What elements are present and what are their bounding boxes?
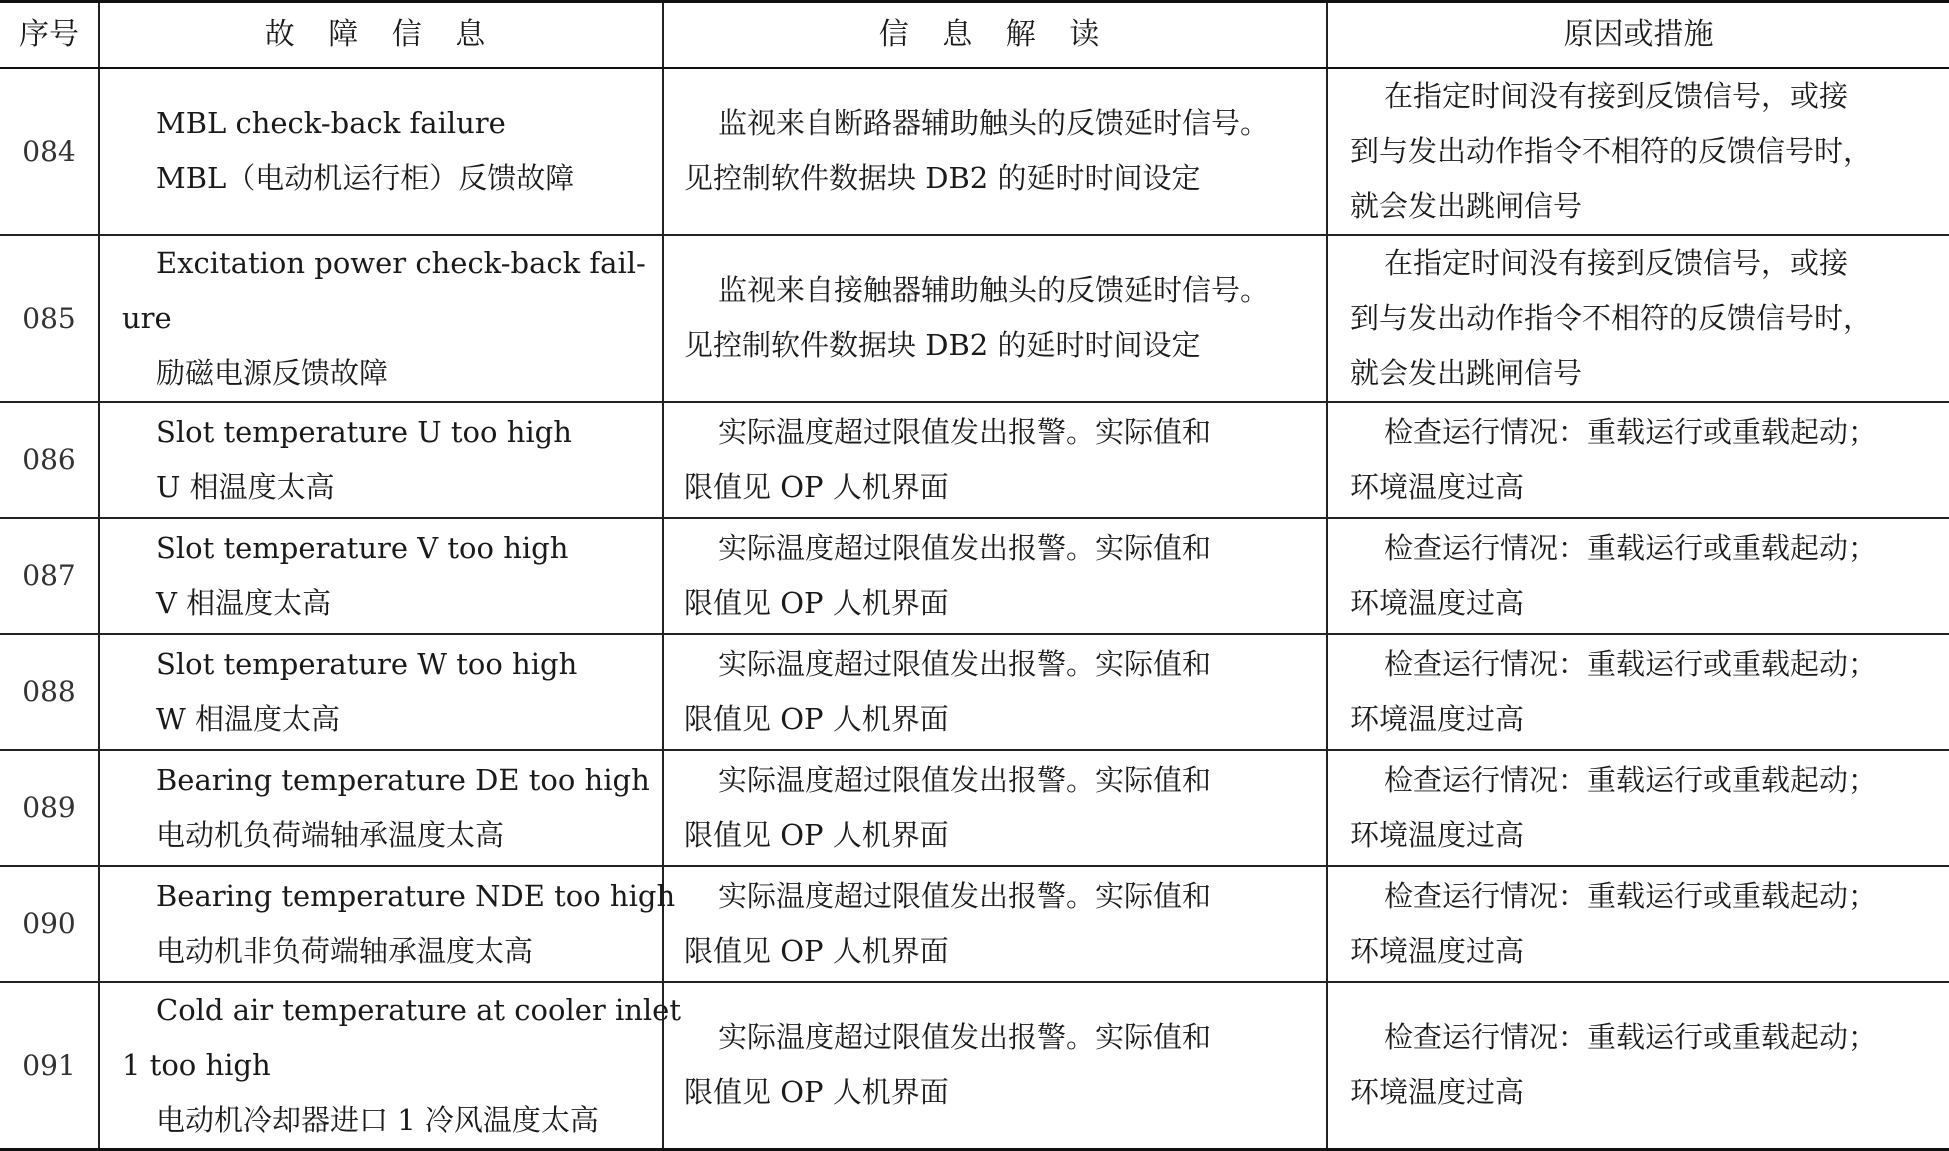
- action-line: 到与发出动作指令不相符的反馈信号时，: [1350, 300, 1873, 335]
- fault-info-cn: 电动机冷却器进口 1 冷风温度太高: [156, 1102, 599, 1137]
- interpretation-line: 限值见 OP 人机界面: [684, 701, 949, 736]
- interpretation-cell: [663, 866, 1327, 982]
- interpretation-cell: [663, 518, 1327, 634]
- fault-info-en: Slot temperature W too high: [156, 646, 578, 681]
- fault-info-en: Slot temperature V too high: [156, 530, 569, 565]
- fault-info-cn: W 相温度太高: [156, 701, 341, 736]
- interpretation-line: 监视来自接触器辅助触头的反馈延时信号。: [718, 273, 1270, 307]
- table-row: [0, 634, 1949, 750]
- row-number: 085: [0, 235, 99, 402]
- interpretation-line: 实际温度超过限值发出报警。实际值和: [718, 878, 1212, 913]
- fault-info-cell: [99, 866, 676, 982]
- interpretation-cell: [663, 750, 1327, 866]
- fault-info-cell: [99, 750, 663, 866]
- fault-info-cn: 电动机负荷端轴承温度太高: [156, 817, 505, 852]
- action-cell: [1327, 518, 1949, 634]
- action-cell: [1327, 982, 1949, 1150]
- table-row: [0, 518, 1949, 634]
- interpretation-cell: [663, 982, 1327, 1150]
- interpretation-line: 实际温度超过限值发出报警。实际值和: [718, 1020, 1212, 1054]
- fault-info-cn: MBL（电动机运行柜）反馈故障: [156, 161, 575, 195]
- action-cell: [1327, 866, 1949, 982]
- interpretation-cell: [663, 68, 1327, 235]
- interpretation-line: 实际温度超过限值发出报警。实际值和: [718, 646, 1212, 681]
- interpretation-cell: [663, 402, 1327, 518]
- action-line: 检查运行情况：重载运行或重载起动；: [1384, 414, 1878, 449]
- fault-info-cell: [99, 402, 663, 518]
- action-line: 在指定时间没有接到反馈信号，或接: [1384, 78, 1849, 113]
- action-line: 环境温度过高: [1350, 817, 1525, 852]
- table-header: [0, 2, 1949, 68]
- table-row: [0, 68, 1949, 235]
- interpretation-line: 实际温度超过限值发出报警。实际值和: [718, 530, 1212, 565]
- fault-info-cell: [99, 982, 682, 1150]
- fault-info-en: Bearing temperature NDE too high: [156, 878, 676, 913]
- action-line: 检查运行情况：重载运行或重载起动；: [1384, 762, 1878, 797]
- header-cause-action: 原因或措施: [1327, 2, 1949, 68]
- interpretation-line: 见控制软件数据块 DB2 的延时时间设定: [684, 328, 1201, 362]
- interpretation-cell: [663, 634, 1327, 750]
- fault-info-en: MBL check-back failure: [156, 106, 506, 140]
- fault-info-cn: U 相温度太高: [156, 469, 335, 504]
- interpretation-cell: [663, 235, 1327, 402]
- row-number: 086: [0, 402, 99, 518]
- action-line: 环境温度过高: [1350, 469, 1525, 504]
- action-line: 环境温度过高: [1350, 933, 1525, 968]
- table-row: [0, 982, 1949, 1150]
- action-line: 检查运行情况：重载运行或重载起动；: [1384, 646, 1878, 681]
- row-number: 087: [0, 518, 99, 634]
- table-row: [0, 866, 1949, 982]
- fault-info-cn: V 相温度太高: [156, 585, 332, 620]
- fault-info-cell: [99, 518, 663, 634]
- row-number: 091: [0, 982, 99, 1150]
- fault-info-en: 1 too high: [122, 1047, 271, 1082]
- fault-info-en: Slot temperature U too high: [156, 414, 572, 449]
- fault-info-en: Excitation power check-back fail-: [156, 245, 646, 280]
- interpretation-line: 实际温度超过限值发出报警。实际值和: [718, 762, 1212, 797]
- fault-info-cn: 电动机非负荷端轴承温度太高: [156, 933, 534, 968]
- table-body: [0, 68, 1949, 1150]
- fault-info-en: ure: [122, 300, 172, 335]
- action-line: 在指定时间没有接到反馈信号，或接: [1384, 245, 1849, 280]
- fault-info-cn: 励磁电源反馈故障: [156, 355, 389, 390]
- interpretation-line: 限值见 OP 人机界面: [684, 817, 949, 852]
- action-line: 检查运行情况：重载运行或重载起动；: [1384, 1020, 1878, 1054]
- row-number: 084: [0, 68, 99, 235]
- action-line: 检查运行情况：重载运行或重载起动；: [1384, 878, 1878, 913]
- action-line: 就会发出跳闸信号: [1350, 188, 1583, 223]
- fault-info-cell: [99, 634, 663, 750]
- action-cell: [1327, 750, 1949, 866]
- row-number: 088: [0, 634, 99, 750]
- table-row: [0, 235, 1949, 402]
- action-cell: [1327, 634, 1949, 750]
- action-line: 环境温度过高: [1350, 701, 1525, 736]
- interpretation-line: 实际温度超过限值发出报警。实际值和: [718, 414, 1212, 449]
- row-number: 089: [0, 750, 99, 866]
- header-no: 序号: [0, 2, 99, 68]
- action-cell: [1327, 68, 1949, 235]
- action-cell: [1327, 402, 1949, 518]
- header-fault-info: 故 障 信 息: [99, 2, 663, 68]
- table-row: [0, 750, 1949, 866]
- fault-info-en: Bearing temperature DE too high: [156, 762, 650, 797]
- fault-info-cell: [99, 68, 663, 235]
- fault-info-cell: [99, 235, 663, 402]
- interpretation-line: 限值见 OP 人机界面: [684, 469, 949, 504]
- interpretation-line: 见控制软件数据块 DB2 的延时时间设定: [684, 161, 1201, 195]
- action-line: 环境温度过高: [1350, 1075, 1525, 1109]
- action-cell: [1327, 235, 1949, 402]
- action-line: 检查运行情况：重载运行或重载起动；: [1384, 530, 1878, 565]
- action-line: 就会发出跳闸信号: [1350, 355, 1583, 390]
- header-info-interpretation: 信 息 解 读: [663, 2, 1327, 68]
- table-row: [0, 402, 1949, 518]
- action-line: 到与发出动作指令不相符的反馈信号时，: [1350, 133, 1873, 168]
- interpretation-line: 监视来自断路器辅助触头的反馈延时信号。: [718, 106, 1270, 140]
- header-row: [0, 2, 1949, 68]
- row-number: 090: [0, 866, 99, 982]
- interpretation-line: 限值见 OP 人机界面: [684, 1075, 949, 1109]
- action-line: 环境温度过高: [1350, 585, 1525, 620]
- interpretation-line: 限值见 OP 人机界面: [684, 585, 949, 620]
- interpretation-line: 限值见 OP 人机界面: [684, 933, 949, 968]
- fault-info-en: Cold air temperature at cooler inlet: [156, 992, 682, 1027]
